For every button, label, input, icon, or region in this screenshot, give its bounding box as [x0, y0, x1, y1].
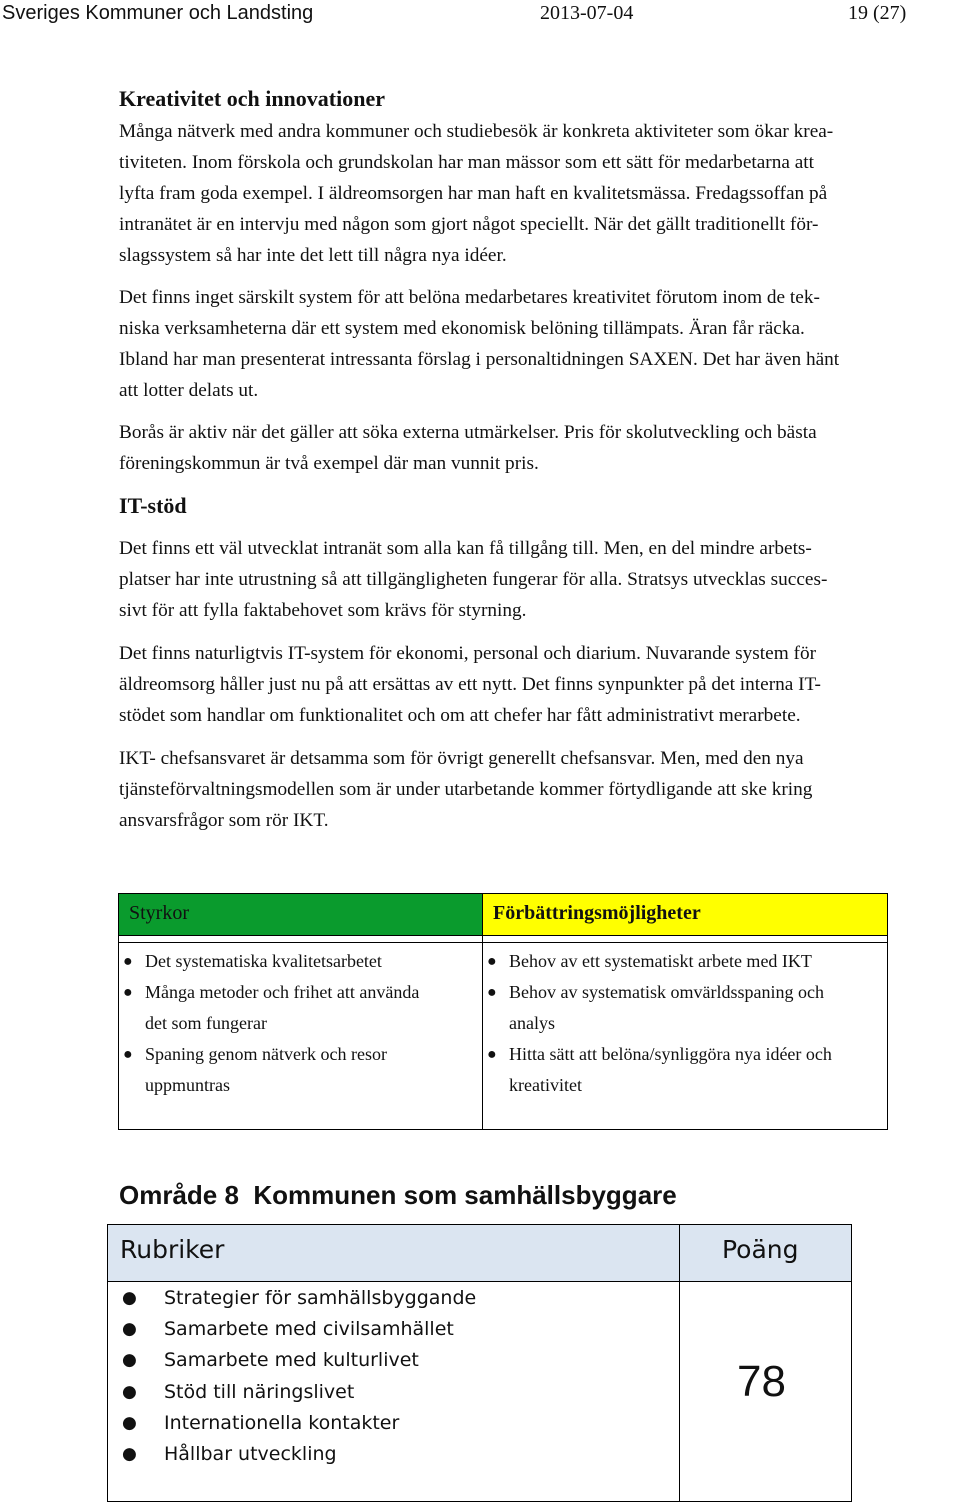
- list-item: [483, 977, 887, 1039]
- list-item-text: Internationella kontakter: [164, 1411, 400, 1434]
- table-divider: [483, 936, 887, 943]
- list-item: [119, 1039, 482, 1101]
- list-item-text: Det systematiska kvalitetsarbetet: [145, 951, 382, 971]
- list-item: [119, 977, 482, 1039]
- bullet-icon: ●: [487, 984, 497, 1001]
- list-item: [122, 1314, 476, 1345]
- list-item: [119, 946, 482, 977]
- list-item: [483, 946, 887, 977]
- strengths-list: [119, 943, 482, 1101]
- area-table-header: [108, 1225, 851, 1282]
- bullet-icon: ●: [122, 1350, 137, 1371]
- list-item-text: Spaning genom nätverk och resor uppmuntras: [145, 1044, 387, 1095]
- main-content: [119, 80, 960, 836]
- list-item-text: Hållbar utveckling: [164, 1443, 337, 1466]
- bullet-icon: ●: [487, 953, 497, 970]
- section-heading-kreativitet: Kreativitet och innovationer: [119, 86, 385, 111]
- bullet-icon: ●: [487, 1046, 497, 1063]
- rubriker-list: [122, 1283, 476, 1470]
- improvements-column: [483, 894, 887, 1129]
- list-item-text: Hitta sätt att belöna/synliggöra nya idéer och kreativitet: [509, 1044, 832, 1095]
- bullet-icon: ●: [123, 984, 133, 1001]
- list-item: [122, 1377, 476, 1408]
- strengths-improvements-table: [118, 893, 888, 1130]
- strengths-heading: Styrkor: [129, 902, 189, 924]
- improvements-header: [483, 894, 887, 936]
- list-item-text: Behov av ett systematiskt arbete med IKT: [509, 951, 812, 971]
- bullet-icon: ●: [122, 1288, 137, 1308]
- list-item-text: Behov av systematisk omvärldsspaning och analys: [509, 982, 824, 1033]
- bullet-icon: ●: [123, 953, 133, 970]
- paragraph: Många nätverk med andra kommuner och studiebesök är konkreta aktiviteter som ökar krea- tiviteten. Inom förskola och grundskolan har man mässor som ett sätt för medarbetarna att lyfta fram goda exempel. I äldreomsorgen har man haft en kvalitetsmässa. Fredagssoffan på intranätet är en intervju med någon som gjort något speciellt. När det gällt traditionellt för- slagssystem så har inte det lett till några nya idéer.: [119, 121, 834, 266]
- area-title: Område 8 Kommunen som samhällsbyggare: [119, 1180, 677, 1210]
- strengths-header: [119, 894, 482, 936]
- bullet-icon: ●: [122, 1319, 137, 1340]
- page-number: 19 (27): [848, 2, 907, 24]
- section-heading-it-stod: IT-stöd: [119, 493, 187, 518]
- bullet-icon: ●: [123, 1046, 133, 1063]
- table-divider: [119, 936, 482, 943]
- list-item-text: Strategier för samhällsbyggande: [164, 1287, 477, 1309]
- area-score-table: [107, 1224, 852, 1502]
- column-header-poang: Poäng: [722, 1235, 799, 1264]
- list-item: [122, 1408, 476, 1439]
- bullet-icon: ●: [122, 1444, 137, 1465]
- list-item: [122, 1345, 476, 1376]
- column-divider: [679, 1225, 680, 1501]
- list-item-text: Stöd till näringslivet: [164, 1380, 355, 1403]
- list-item: [122, 1439, 476, 1470]
- paragraph: Det finns ett väl utvecklat intranät som alla kan få tillgång till. Men, en del mindre arbets- platser har inte utrustning så att tillgängligheten fungerar för alla. Stratsys utvecklas succes- sivt för att fylla faktabehovet som krävs för styrning.: [119, 538, 828, 621]
- bullet-icon: ●: [122, 1381, 137, 1402]
- list-item-text: Samarbete med kulturlivet: [164, 1349, 419, 1372]
- improvements-heading: Förbättringsmöjligheter: [493, 902, 701, 924]
- list-item-text: Samarbete med civilsamhället: [164, 1318, 454, 1341]
- column-header-rubriker: Rubriker: [120, 1235, 225, 1264]
- area-score: 78: [737, 1357, 786, 1406]
- list-item: [122, 1283, 476, 1314]
- paragraph: Borås är aktiv när det gäller att söka externa utmärkelser. Pris för skolutveckling och bästa föreningskommun är två exempel där man vunnit pris.: [119, 422, 817, 474]
- strengths-column: [119, 894, 483, 1129]
- list-item: [483, 1039, 887, 1101]
- improvements-list: [483, 943, 887, 1101]
- organization-name: Sveriges Kommuner och Landsting: [2, 2, 314, 24]
- document-date: 2013-07-04: [540, 2, 634, 24]
- page-header: [0, 0, 960, 28]
- list-item-text: Många metoder och frihet att använda det som fungerar: [145, 982, 420, 1033]
- paragraph: Det finns inget särskilt system för att belöna medarbetares kreativitet förutom inom de tek- niska verksamheterna där ett system med ekonomisk belöning tillämpats. Äran får räcka. Ibland har man presenterat intressanta förslag i personaltidningen SAXEN. Det har även hänt att lotter delats ut.: [119, 287, 840, 401]
- bullet-icon: ●: [122, 1412, 137, 1433]
- paragraph: IKT- chefsansvaret är detsamma som för övrigt generellt chefsansvar. Men, med den nya tjänsteförvaltningsmodellen som är under utarbetande kommer förtydligande att ske kring ansvarsfrågor som rör IKT.: [119, 748, 813, 831]
- paragraph: Det finns naturligtvis IT-system för ekonomi, personal och diarium. Nuvarande system för äldreomsorg håller just nu på att ersättas av ett nytt. Det finns synpunkter på det interna IT- stödet som handlar om funktionalitet och om att chefer har fått administrativt merarbete.: [119, 643, 821, 726]
